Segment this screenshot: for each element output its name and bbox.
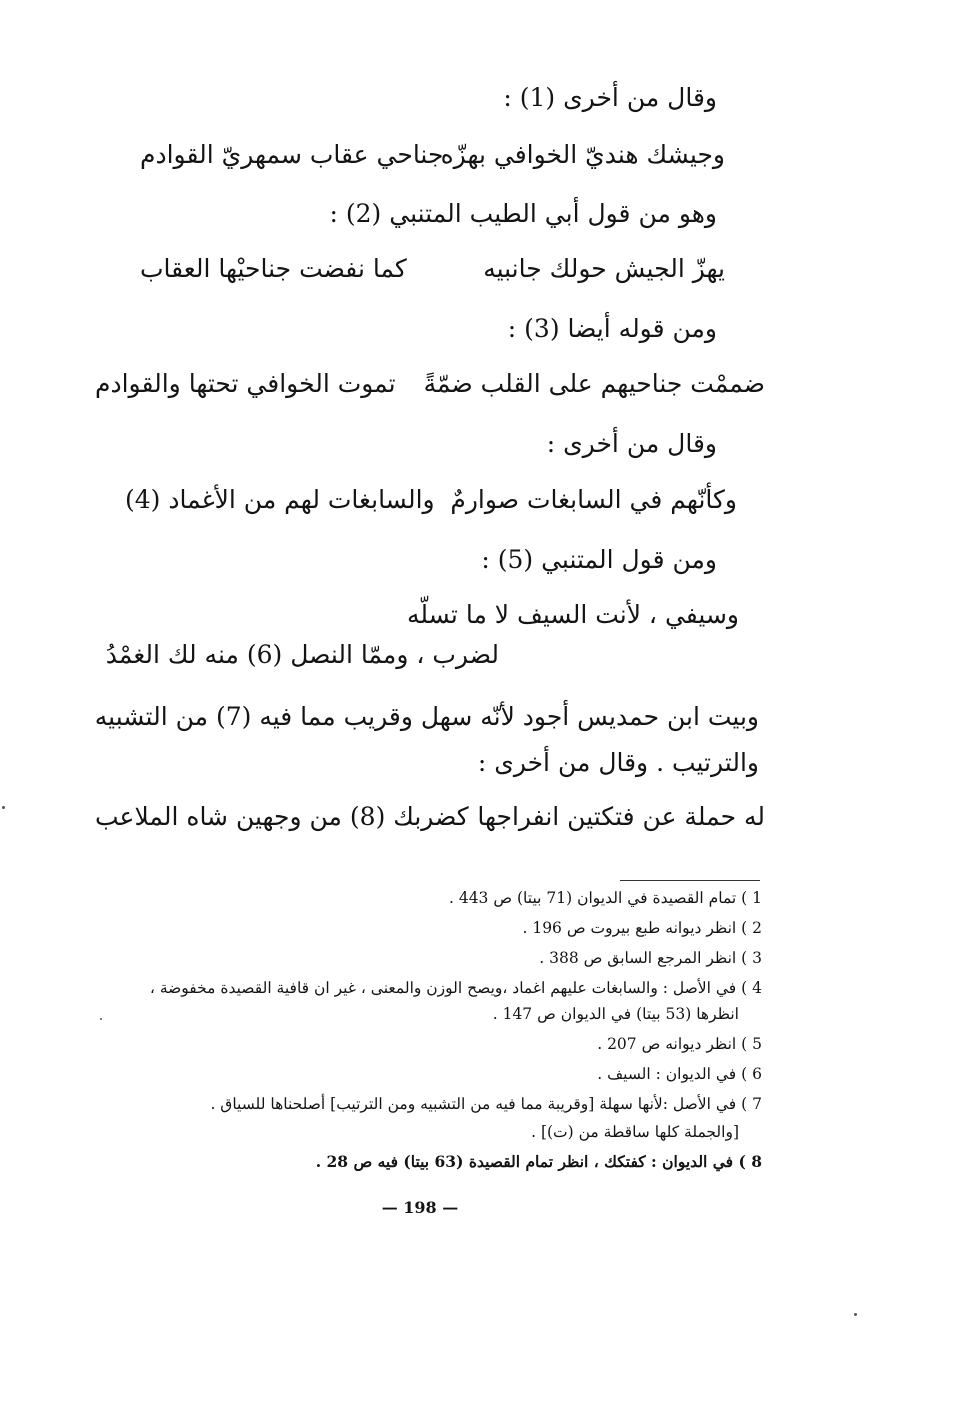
verse-1-second-hemistich: جناحي عقاب سمهريّ القوادم xyxy=(140,140,444,169)
verse-2-first-hemistich: يهزّ الجيش حولك جانبيه xyxy=(483,254,725,283)
footnote-6: 6 ) في الديوان : السيف . xyxy=(597,1065,762,1083)
intro-line-3: ومن قوله أيضا (3) : xyxy=(507,314,717,343)
intro-line-1: وقال من أخرى (1) : xyxy=(503,83,717,112)
footnote-2: 2 ) انظر ديوانه طبع بيروت ص 196 . xyxy=(522,919,762,937)
verse-6-second-hemistich: كضربك (8) من وجهين شاه الملاعب xyxy=(95,802,469,831)
footnote-8: 8 ) في الديوان : كفتكك ، انظر تمام القصيدة (63 بيتا) فيه ص 28 . xyxy=(315,1152,762,1171)
footnote-5: 5 ) انظر ديوانه ص 207 . xyxy=(597,1035,762,1053)
verse-1-first-hemistich: وجيشك هنديّ الخوافي بهزّه xyxy=(440,140,725,169)
page-number: — 198 — xyxy=(381,1198,459,1217)
scan-speck xyxy=(854,1313,857,1316)
scan-speck xyxy=(100,1018,102,1020)
intro-line-5: ومن قول المتنبي (5) : xyxy=(481,545,717,574)
paragraph-line-1: وبيت ابن حمديس أجود لأنّه سهل وقريب مما فيه (7) من التشبيه xyxy=(94,702,759,731)
footnote-7-continued: [والجملة كلها ساقطة من (ت)] . xyxy=(531,1123,739,1141)
verse-4-first-hemistich: وكأنّهم في السابغات صوارمٌ xyxy=(450,485,737,514)
scan-speck xyxy=(2,806,5,809)
footnote-4-continued: انظرها (53 بيتا) في الديوان ص 147 . xyxy=(492,1005,739,1023)
footnote-4: 4 ) في الأصل : والسابغات عليهم اغماد ،ويصح الوزن والمعنى ، غير ان قافية القصيدة مخفوضة ، xyxy=(149,979,762,997)
verse-4-second-hemistich: والسابغات لهم من الأغماد (4) xyxy=(125,485,435,514)
verse-6-first-hemistich: له حملة عن فتكتين انفراجها xyxy=(477,802,765,831)
footnote-3: 3 ) انظر المرجع السابق ص 388 . xyxy=(539,949,762,967)
verse-2-second-hemistich: كما نفضت جناحيْها العقاب xyxy=(140,254,407,283)
footnote-7: 7 ) في الأصل :لأنها سهلة [وقريبة مما فيه من التشبيه ومن الترتيب] أصلحناها للسياق . xyxy=(210,1095,762,1113)
paragraph-line-2: والترتيب . وقال من أخرى : xyxy=(477,748,759,777)
verse-5-first-hemistich: وسيفي ، لأنت السيف لا ما تسلّه xyxy=(406,600,739,629)
verse-3-first-hemistich: ضممْت جناحيهم على القلب ضمّةً xyxy=(423,369,765,398)
intro-line-4: وقال من أخرى : xyxy=(546,429,717,458)
verse-3-second-hemistich: تموت الخوافي تحتها والقوادم xyxy=(95,369,396,398)
verse-5-second-hemistich: لضرب ، وممّا النصل (6) منه لك الغمْدُ xyxy=(105,640,499,669)
intro-line-2: وهو من قول أبي الطيب المتنبي (2) : xyxy=(329,199,717,228)
footnote-separator xyxy=(620,880,760,881)
footnote-1: 1 ) تمام القصيدة في الديوان (71 بيتا) ص 443 . xyxy=(448,889,762,907)
